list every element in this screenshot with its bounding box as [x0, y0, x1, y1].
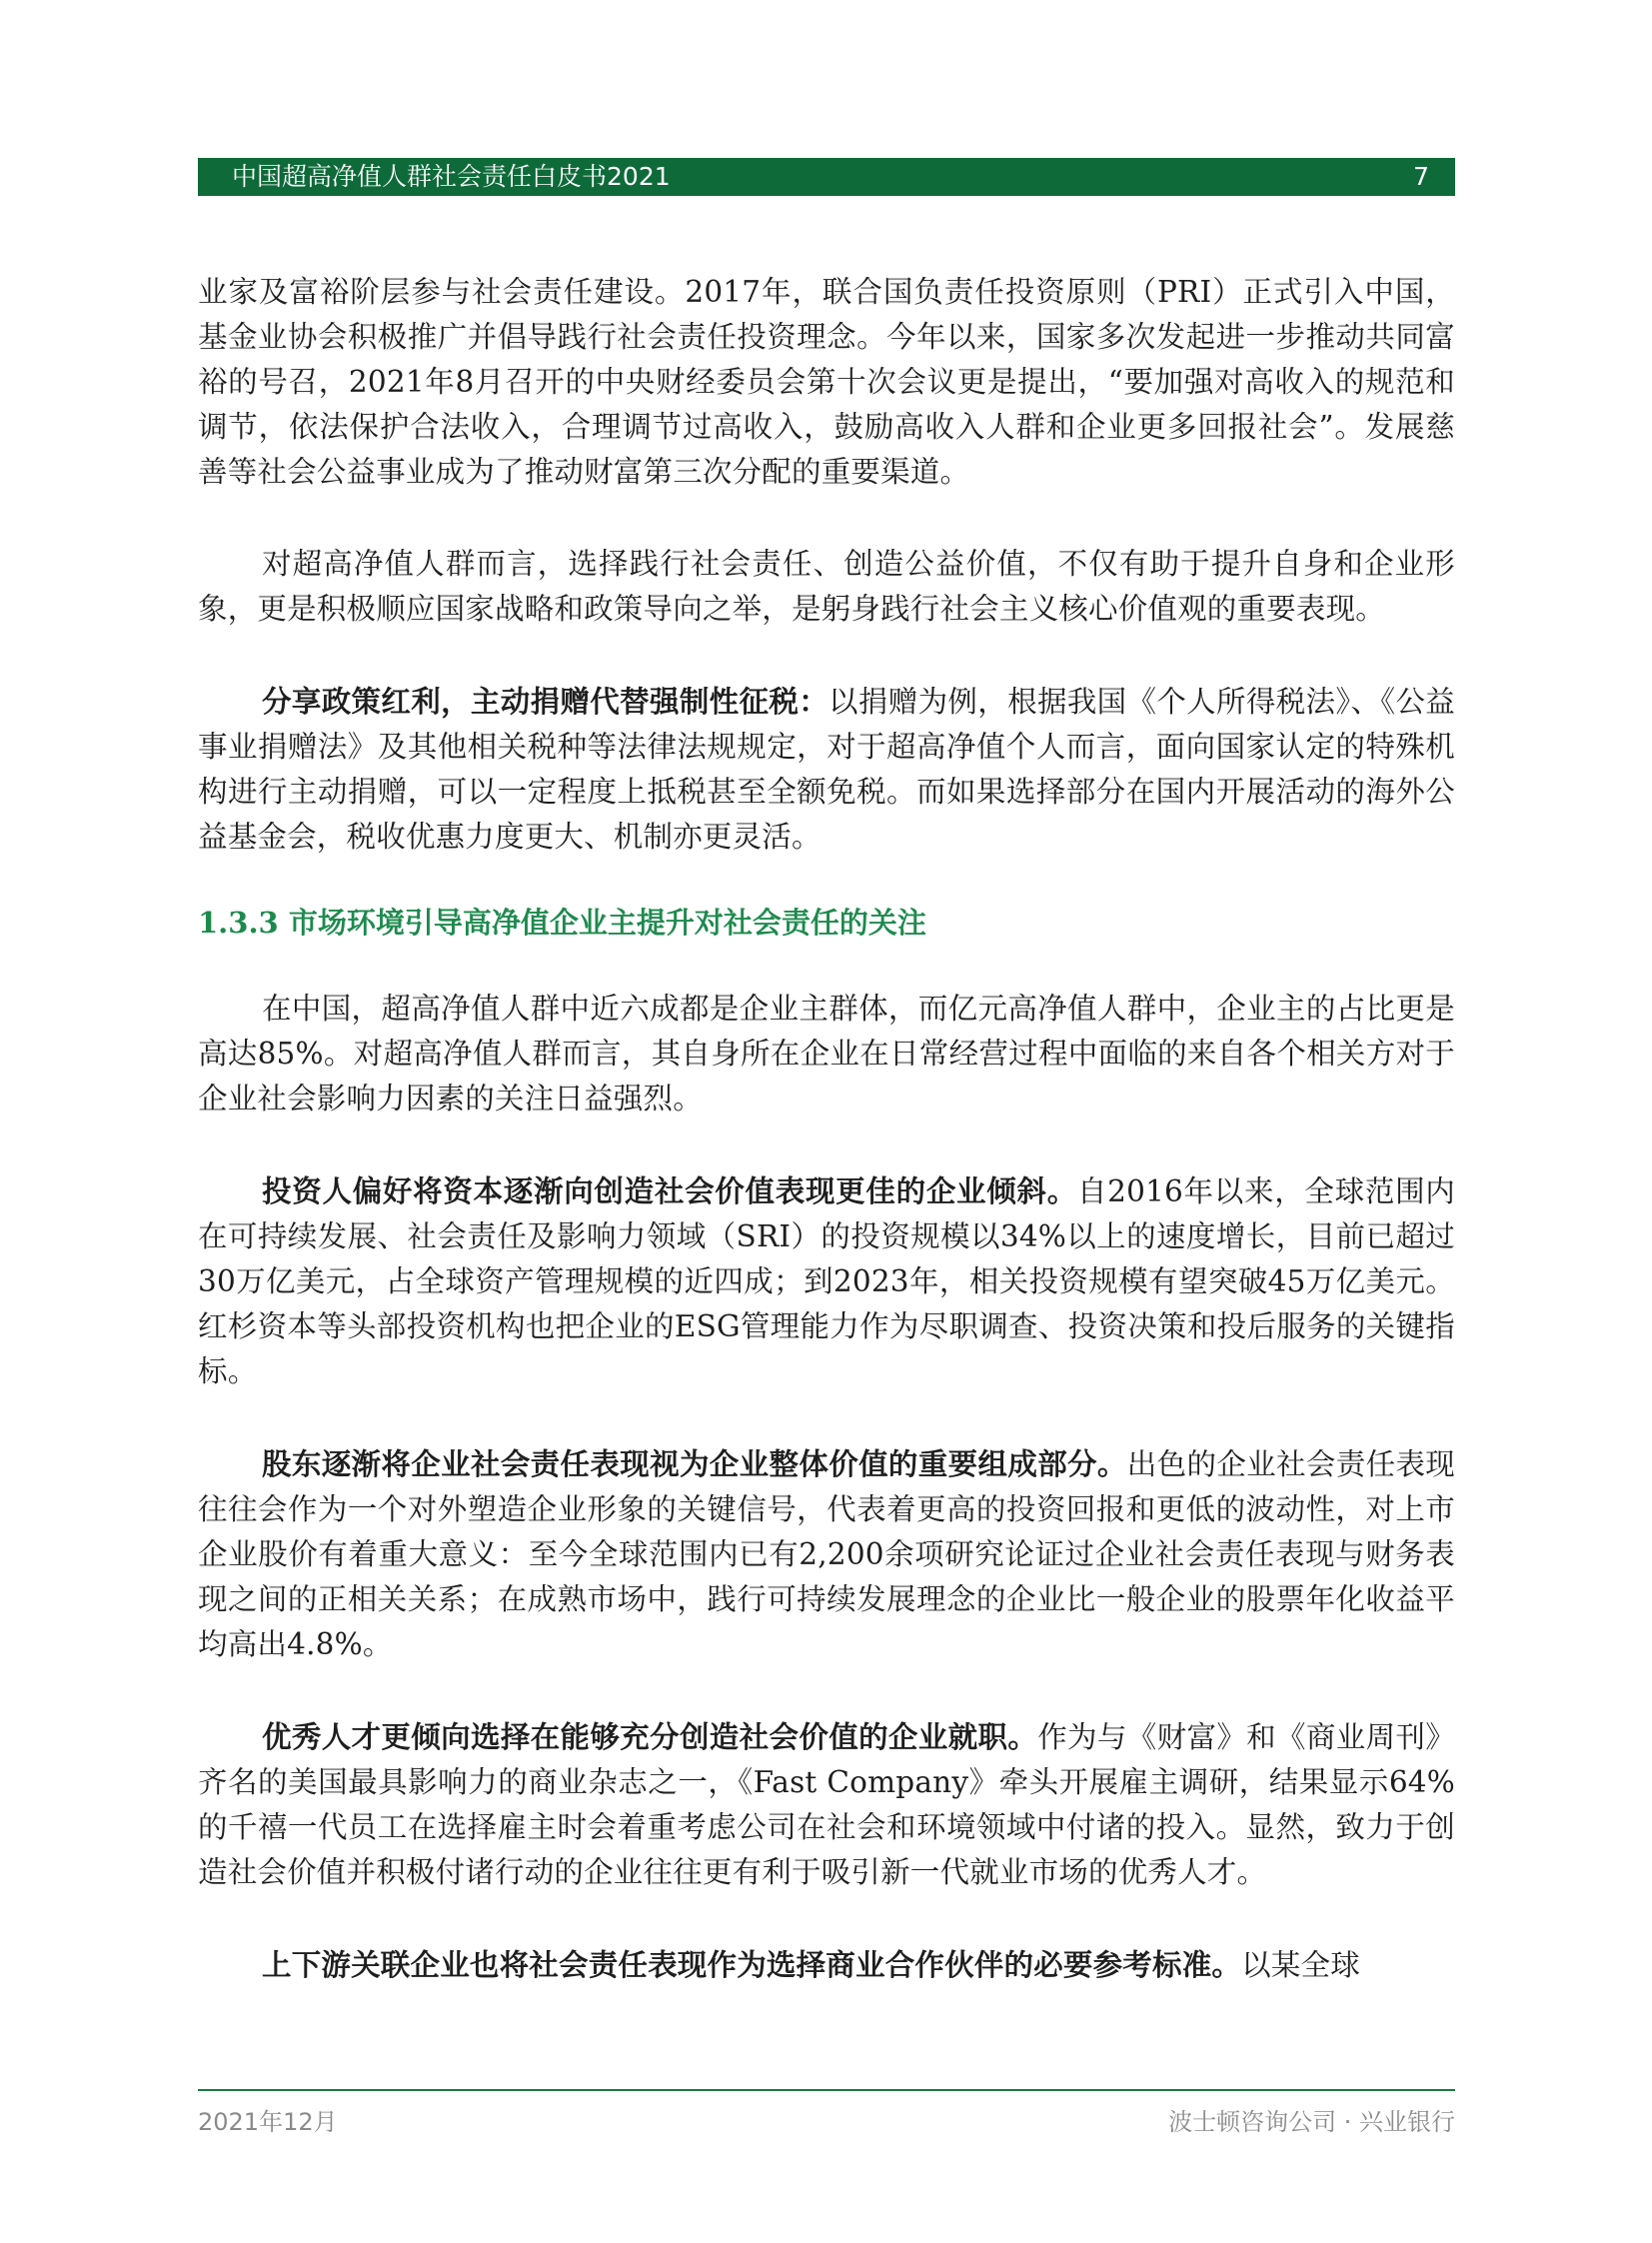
- paragraph-lead: 上下游关联企业也将社会责任表现作为选择商业合作伙伴的必要参考标准。: [262, 1947, 1242, 1982]
- footer-publisher: 波士顿咨询公司 · 兴业银行: [1168, 2108, 1455, 2136]
- paragraph-lead: 优秀人才更倾向选择在能够充分创造社会价值的企业就职。: [262, 1719, 1038, 1754]
- paragraph-lead: 股东逐渐将企业社会责任表现视为企业整体价值的重要组成部分。: [262, 1446, 1127, 1481]
- body-paragraph: 在中国，超高净值人群中近六成都是企业主群体，而亿元高净值人群中，企业主的占比更是高达85%。对超高净值人群而言，其自身所在企业在日常经营过程中面临的来自各个相关方对于企业社会影响力因素的关注日益强烈。: [198, 992, 1455, 1116]
- body-paragraph: [198, 1441, 1455, 1667]
- footer-date: 2021年12月: [198, 2108, 338, 2136]
- document-title: 中国超高净值人群社会责任白皮书2021: [232, 162, 671, 191]
- paragraph-text: 自2016年以来，全球范围内在可持续发展、社会责任及影响力领域（SRI）的投资规模以34%以上的速度增长，目前已超过30万亿美元，占全球资产管理规模的近四成；到2023年，相关投资规模有望突破45万亿美元。红杉资本等头部投资机构也把企业的ESG管理能力作为尽职调查、投资决策和投后服务的关键指标。: [198, 1174, 1455, 1388]
- body-paragraph: [198, 1942, 1455, 1988]
- paragraph-text: 出色的企业社会责任表现往往会作为一个对外塑造企业形象的关键信号，代表着更高的投资回报和更低的波动性，对上市企业股价有着重大意义：至今全球范围内已有2,200余项研究论证过企业社会责任表现与财务表现之间的正相关关系；在成熟市场中，践行可持续发展理念的企业比一般企业的股票年化收益平均高出4.8%。: [198, 1447, 1456, 1661]
- body-paragraph: [198, 679, 1455, 860]
- page-number: 7: [1413, 162, 1429, 191]
- paragraph-lead: 投资人偏好将资本逐渐向创造社会价值表现更佳的企业倾斜。: [262, 1173, 1077, 1208]
- page-body: [198, 270, 1455, 2035]
- paragraph-text: 作为与《财富》和《商业周刊》齐名的美国最具影响力的商业杂志之一，《Fast Company》牵头开展雇主调研，结果显示64%的千禧一代员工在选择雇主时会着重考虑公司在社会和环境领域中付诸的投入。显然，致力于创造社会价值并积极付诸行动的企业往往更有利于吸引新一代就业市场的优秀人才。: [198, 1720, 1455, 1889]
- body-paragraph: [198, 1168, 1455, 1394]
- body-paragraph: 对超高净值人群而言，选择践行社会责任、创造公益价值，不仅有助于提升自身和企业形象，更是积极顺应国家战略和政策导向之举，是躬身践行社会主义核心价值观的重要表现。: [198, 547, 1455, 626]
- body-paragraph: [198, 1714, 1455, 1895]
- footer-divider: [198, 2089, 1455, 2091]
- page-header-bar: [198, 158, 1455, 196]
- paragraph-text: 以某全球: [1241, 1948, 1360, 1982]
- section-heading: 1.3.3 市场环境引导高净值企业主提升对社会责任的关注: [198, 906, 926, 940]
- body-paragraph: 业家及富裕阶层参与社会责任建设。2017年，联合国负责任投资原则（PRI）正式引入中国，基金业协会积极推广并倡导践行社会责任投资理念。今年以来，国家多次发起进一步推动共同富裕的号召，2021年8月召开的中央财经委员会第十次会议更是提出，“要加强对高收入的规范和调节，依法保护合法收入，合理调节过高收入，鼓励高收入人群和企业更多回报社会”。发展慈善等社会公益事业成为了推动财富第三次分配的重要渠道。: [198, 275, 1455, 489]
- paragraph-lead: 分享政策红利，主动捐赠代替强制性征税：: [262, 684, 829, 719]
- paragraph-text: 以捐赠为例，根据我国《个人所得税法》、《公益事业捐赠法》及其他相关税种等法律法规规定，对于超高净值个人而言，面向国家认定的特殊机构进行主动捐赠，可以一定程度上抵税甚至全额免税。而如果选择部分在国内开展活动的海外公益基金会，税收优惠力度更大、机制亦更灵活。: [198, 685, 1455, 854]
